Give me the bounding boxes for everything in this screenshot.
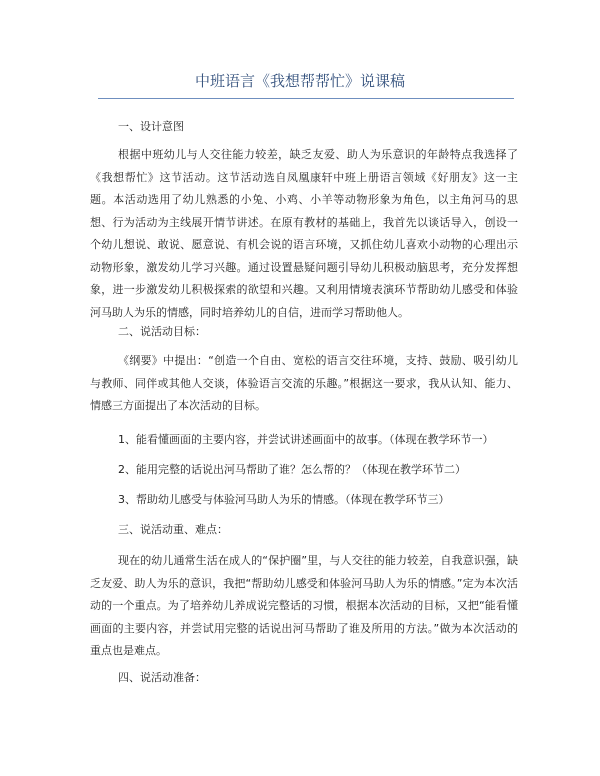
section-heading-objectives: 二、说活动目标： [118,325,206,338]
document-title: 中班语言《我想帮帮忙》说课稿 [194,72,405,90]
paragraph-objectives: 《纲要》中提出：“创造一个自由、宽松的语言交往环境，支持、鼓励、吸引幼儿与教师、同伴或其他人交谈，体验语言交流的乐趣。”根据这一要求，我从认知、能力、情感三方面提出了本次活动的目标。 [90,354,518,412]
title-divider [98,98,514,99]
section-heading-key-points: 三、说活动重、难点： [118,523,228,536]
paragraph-key-points: 现在的幼儿通常生活在成人的“保护圈”里，与人交往的能力较差，自我意识强，缺乏友爱、助人为乐的意识，我把“帮助幼儿感受和体验河马助人为乐的情感。”定为本次活动的一个重点。为了培养幼儿养成说完整话的习惯，根据本次活动的目标，又把“能看懂画面的主要内容，并尝试用完整的话说出河马帮助了谁及所用的方法。”做为本次活动的重点也是难点。 [90,554,518,657]
objective-item-2: 2、能用完整的话说出河马帮助了谁？怎么帮的？（体现在教学环节二） [118,463,466,476]
paragraph-design-intent: 根据中班幼儿与人交往能力较差，缺乏友爱、助人为乐意识的年龄特点我选择了《我想帮忙》这节活动。这节活动选自凤凰康轩中班上册语言领域《好朋友》这一主题。本活动选用了幼儿熟悉的小兔、小鸡、小羊等动物形象为角色，以主角河马的思想、行为活动为主线展开情节讲述。在原有教材的基础上，我首先以谈话导入，创设一个幼儿想说、敢说、愿意说、有机会说的语言环境，又抓住幼儿喜欢小动物的心理出示动物形象，激发幼儿学习兴趣。通过设置悬疑问题引导幼儿积极动脑思考，充分发挥想象，进一步激发幼儿积极探索的欲望和兴趣。又利用情境表演环节帮助幼儿感受和体验河马助人为乐的情感，同时培养幼儿的自信，进而学习帮助他人。 [90,148,518,319]
section-heading-preparation: 四、说活动准备： [118,671,206,684]
objective-item-1: 1、能看懂画面的主要内容，并尝试讲述画面中的故事。（体现在教学环节一） [118,433,494,446]
section-heading-design-intent: 一、设计意图 [118,120,184,133]
objective-item-3: 3、帮助幼儿感受与体验河马助人为乐的情感。（体现在教学环节三） [118,493,450,506]
